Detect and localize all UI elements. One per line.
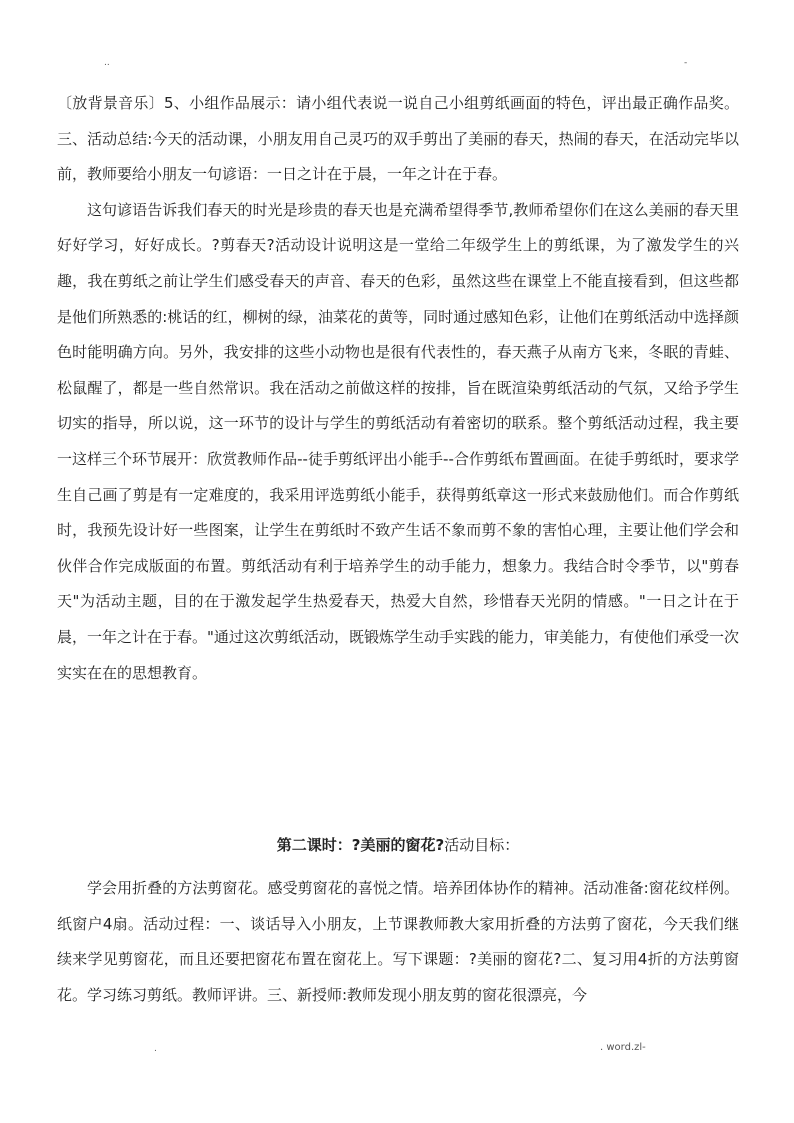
lesson2-heading: [57, 830, 739, 860]
paragraph-1: 〔放背景音乐〕5、小组作品展示：请小组代表说一说自己小组剪纸画面的特色，评出最正确作品奖。三、活动总结:今天的活动课，小朋友用自己灵巧的双手剪出了美丽的春天，热闹的春天，在活动完毕以前，教师要给小朋友一句谚语：一日之计在于晨，一年之计在于春。: [57, 94, 739, 184]
footer-right-mark: . word.zl-: [600, 1042, 646, 1053]
paragraph-2: 这句谚语告诉我们春天的时光是珍贵的春天也是充满希望得季节,教师希望你们在这么美丽的春天里好好学习，好好成长。?剪春天?活动设计说明这是一堂给二年级学生上的剪纸课，为了激发学生的兴趣，我在剪纸之前让学生们感受春天的声音、春天的色彩，虽然这些在课堂上不能直接看到，但这些都是他们所熟悉的:桃话的红，柳树的绿，油菜花的黄等，同时通过感知色彩，让他们在剪纸活动中选择颜色时能明确方向。另外，我安排的这些小动物也是很有代表性的，春天燕子从南方飞来，冬眠的青蛙、松鼠醒了，都是一些自然常识。我在活动之前做这样的按排，旨在既渲染剪纸活动的气氛，又给予学生切实的指导，所以说，这一环节的设计与学生的剪纸活动有着密切的联系。整个剪纸活动过程，我主要一这样三个环节展开：欣赏教师作品--徒手剪纸评出小能手--合作剪纸布置画面。在徒手剪纸时，要求学生自己画了剪是有一定难度的，我采用评选剪纸小能手，获得剪纸章这一形式来鼓励他们。而合作剪纸时，我预先设计好一些图案，让学生在剪纸时不致产生话不象而剪不象的害怕心理，主要让他们学会和伙伴合作完成版面的布置。剪纸活动有利于培养学生的动手能力，想象力。我结合时令季节，以"剪春天"为活动主题，目的在于激发起学生热爱春天，热爱大自然，珍惜春天光阴的情感。"一日之计在于晨，一年之计在于春。"通过这次剪纸活动，既锻炼学生动手实践的能力，审美能力，有使他们承受一次实实在在的思想教育。: [57, 200, 739, 682]
lesson2-body: [57, 871, 739, 1013]
lesson2-heading-title: 第二课时：?美丽的窗花?: [276, 836, 445, 854]
lesson2-heading-suffix: 活动目标：: [444, 836, 520, 854]
footer-left-mark: .: [154, 1044, 157, 1054]
lesson2-paragraph: 学会用折叠的方法剪窗花。感受剪窗花的喜悦之情。培养团体协作的精神。活动准备:窗花纹样例。纸窗户4扇。活动过程：一、谈话导入小朋友，上节课教师教大家用折叠的方法剪了窗花，今天我们继续来学见剪窗花，而且还要把窗花布置在窗花上。写下课题：?美丽的窗花?二、复习用4折的方法剪窗花。学习练习剪纸。教师评讲。三、新授师:教师发现小朋友剪的窗花很漂亮，今: [57, 879, 739, 1004]
header-left-mark: ..: [104, 58, 110, 68]
header-right-mark: -: [684, 58, 688, 68]
body-text: [57, 86, 739, 691]
